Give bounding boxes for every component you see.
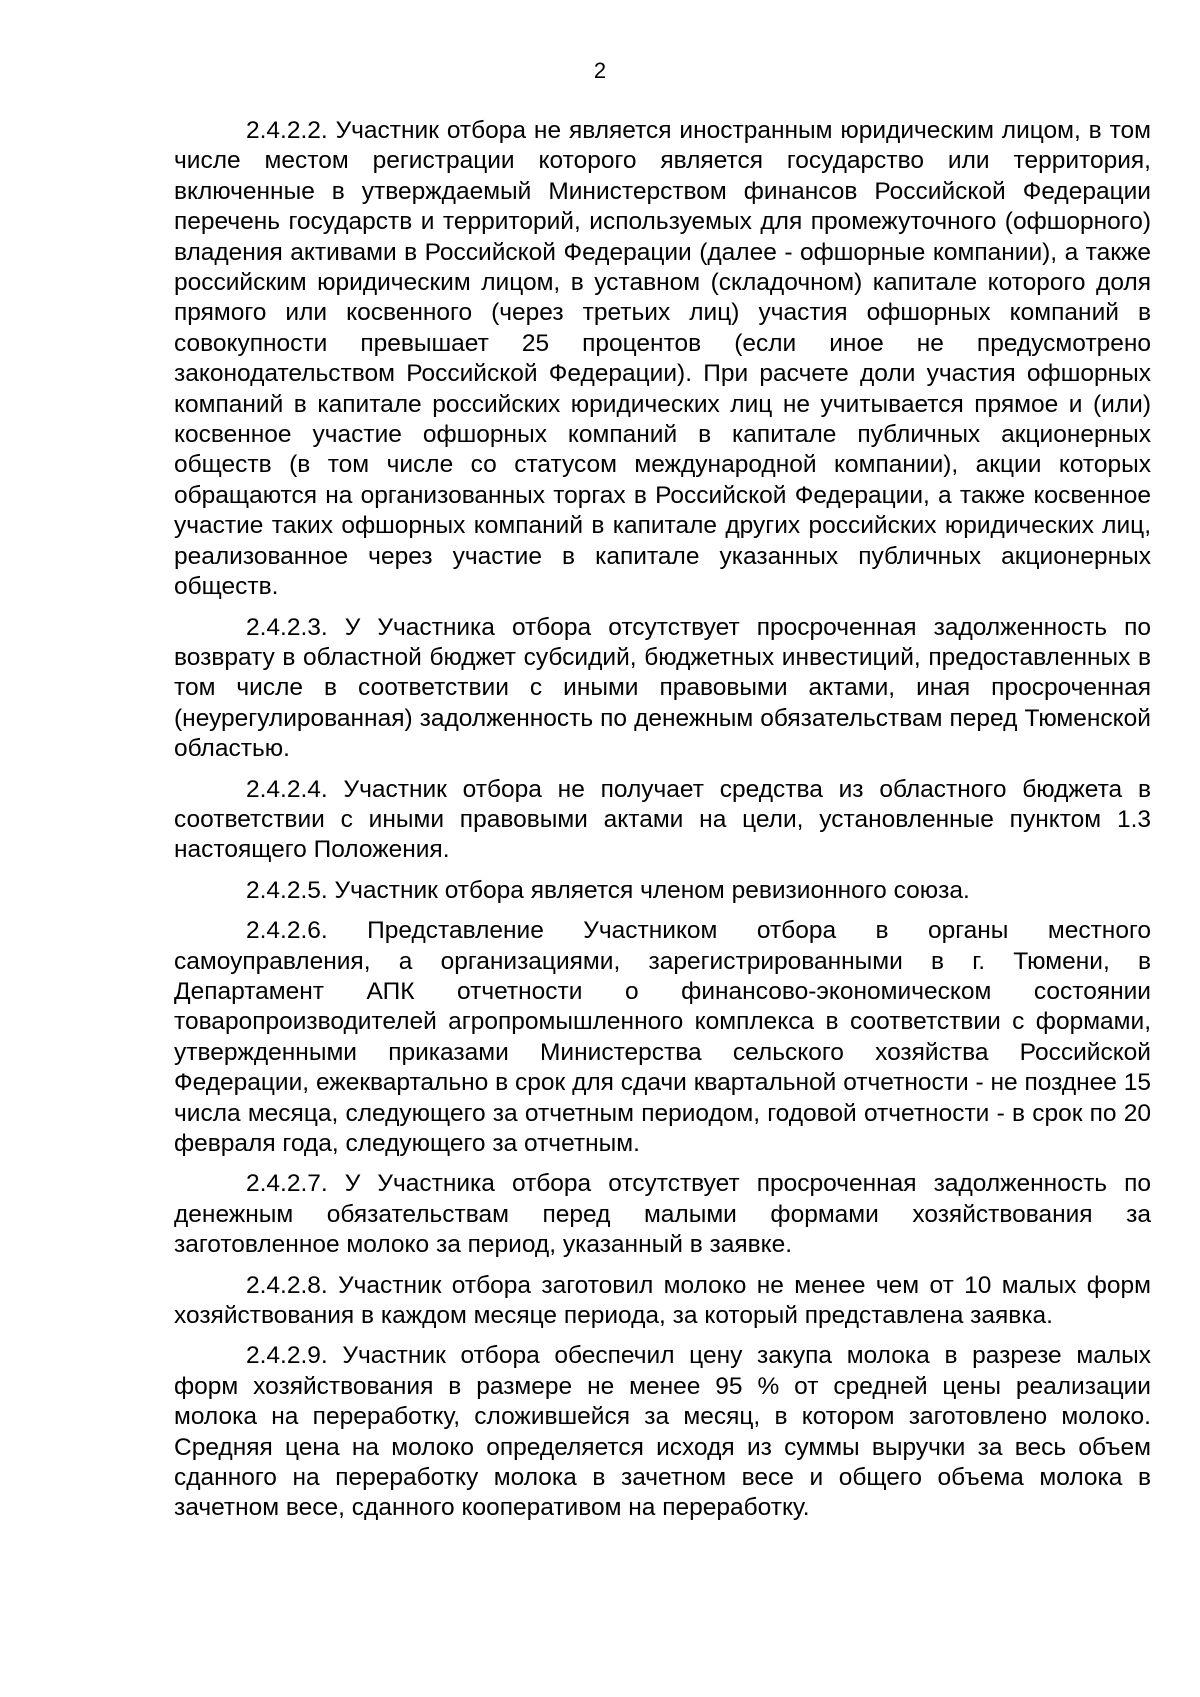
paragraph-2-4-2-6: 2.4.2.6. Представление Участником отбора в органы местного самоуправления, а организациями, зарегистрированными в г. Тюмени, в Департамент АПК отчетности о финансово-экономическом состоянии товаропроизводителей агропромышленного комплекса в соответствии с формами, утвержденными приказами Министерства сельского хозяйства Российской Федерации, ежеквартально в срок для сдачи квартальной отчетности - не позднее 15 числа месяца, следующего за отчетным периодом, годовой отчетности - в срок по 20 февраля года, следующего за отчетным. bbox=[174, 917, 1151, 1157]
paragraph-2-4-2-3: 2.4.2.3. У Участника отбора отсутствует просроченная задолженность по возврату в областной бюджет субсидий, бюджетных инвестиций, предоставленных в том числе в соответствии с иными правовыми актами, иная просроченная (неурегулированная) задолженность по денежным обязательствам перед Тюменской областью. bbox=[174, 613, 1151, 763]
paragraph-2-4-2-7: 2.4.2.7. У Участника отбора отсутствует просроченная задолженность по денежным обязательствам перед малыми формами хозяйствования за заготовленное молоко за период, указанный в заявке. bbox=[174, 1170, 1151, 1259]
document-body bbox=[174, 116, 1151, 1534]
paragraph-2-4-2-8: 2.4.2.8. Участник отбора заготовил молоко не менее чем от 10 малых форм хозяйствования в каждом месяце периода, за который представлена заявка. bbox=[174, 1271, 1151, 1330]
page-number: 2 bbox=[593, 58, 607, 83]
paragraph-2-4-2-4: 2.4.2.4. Участник отбора не получает средства из областного бюджета в соответствии с иными правовыми актами на цели, установленные пунктом 1.3 настоящего Положения. bbox=[174, 775, 1151, 864]
paragraph-2-4-2-2: 2.4.2.2. Участник отбора не является иностранным юридическим лицом, в том числе местом регистрации которого является государство или территория, включенные в утверждаемый Министерством финансов Российской Федерации перечень государств и территорий, используемых для промежуточного (офшорного) владения активами в Российской Федерации (далее - офшорные компании), а также российским юридическим лицом, в уставном (складочном) капитале которого доля прямого или косвенного (через третьих лиц) участия офшорных компаний в совокупности превышает 25 процентов (если иное не предусмотрено законодательством Российской Федерации). При расчете доли участия офшорных компаний в капитале российских юридических лиц не учитывается прямое и (или) косвенное участие офшорных компаний в капитале публичных акционерных обществ (в том числе со статусом международной компании), акции которых обращаются на организованных торгах в Российской Федерации, а также косвенное участие таких офшорных компаний в капитале других российских юридических лиц, реализованное через участие в капитале указанных публичных акционерных обществ. bbox=[174, 117, 1151, 601]
paragraph-2-4-2-9: 2.4.2.9. Участник отбора обеспечил цену закупа молока в разрезе малых форм хозяйствования в размере не менее 95 % от средней цены реализации молока на переработку, сложившейся за месяц, в котором заготовлено молоко. Средняя цена на молоко определяется исходя из суммы выручки за весь объем сданного на переработку молока в зачетном весе и общего объема молока в зачетном весе, сданного кооперативом на переработку. bbox=[174, 1342, 1151, 1522]
paragraph-2-4-2-5: 2.4.2.5. Участник отбора является членом ревизионного союза. bbox=[246, 876, 970, 904]
